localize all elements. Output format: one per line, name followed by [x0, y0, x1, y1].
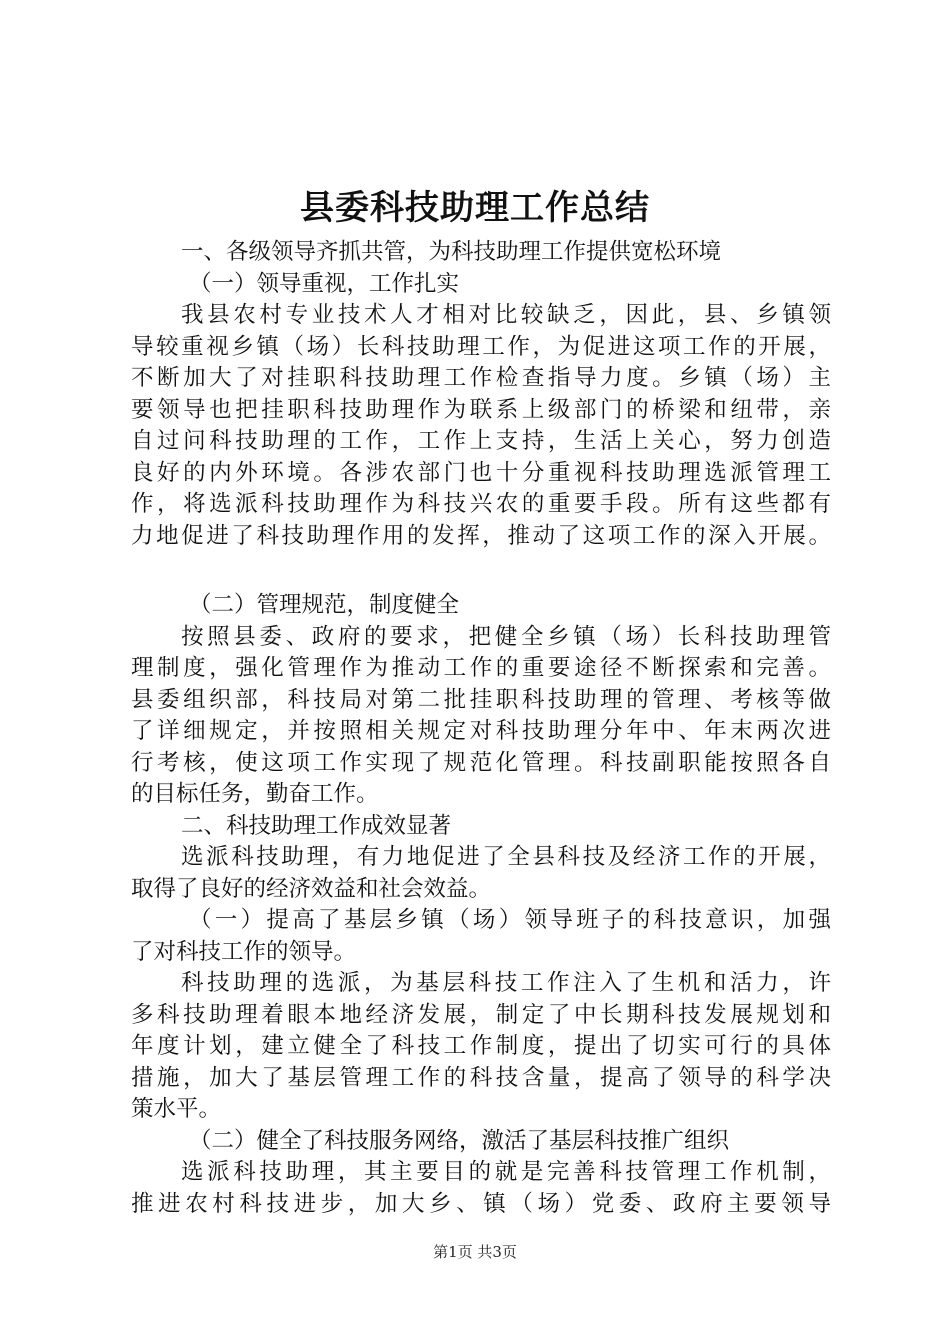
- text-line: 作，将选派科技助理作为科技兴农的重要手段。所有这些都有: [131, 491, 831, 517]
- paragraph-gap: [131, 552, 831, 590]
- text-line: 措施，加大了基层管理工作的科技含量，提高了领导的科学决: [131, 1064, 831, 1091]
- text-line: 策水平。: [131, 1096, 222, 1122]
- document-title: 县委科技助理工作总结: [300, 188, 650, 228]
- text-line: 一、各级领导齐抓共管，为科技助理工作提供宽松环境: [181, 239, 722, 265]
- text-line: 良好的内外环境。各涉农部门也十分重视科技助理选派管理工: [131, 459, 831, 486]
- text-line: 取得了良好的经济效益和社会效益。: [131, 875, 492, 902]
- text-line: 我县农村专业技术人才相对比较缺乏，因此，县、乡镇领: [181, 302, 831, 328]
- text-line: 年度计划，建立健全了科技工作制度，提出了切实可行的具体: [131, 1033, 831, 1059]
- text-line: 选派科技助理，有力地促进了全县科技及经济工作的开展，: [181, 844, 831, 870]
- text-line: 推进农村科技进步，加大乡、镇（场）党委、政府主要领导: [131, 1190, 831, 1217]
- text-line: 科技助理的选派，为基层科技工作注入了生机和活力，许: [181, 970, 831, 996]
- text-line: 县委组织部，科技局对第二批挂职科技助理的管理、考核等做: [131, 686, 831, 713]
- text-line: 了对科技工作的领导。: [131, 938, 357, 965]
- text-line: （二）健全了科技服务网络，激活了基层科技推广组织: [189, 1127, 730, 1154]
- text-line: 的目标任务，勤奋工作。: [131, 781, 379, 807]
- text-line: 不断加大了对挂职科技助理工作检查指导力度。乡镇（场）主: [131, 365, 831, 391]
- page-footer: 第1页 共3页: [433, 1243, 517, 1261]
- text-line: 行考核，使这项工作实现了规范化管理。科技副职能按照各自: [131, 749, 831, 776]
- text-line: （二）管理规范，制度健全: [189, 592, 460, 618]
- document-body: [131, 237, 831, 1220]
- text-line: 二、科技助理工作成效显著: [181, 812, 452, 839]
- text-line: 多科技助理着眼本地经济发展，制定了中长期科技发展规划和: [131, 1001, 831, 1028]
- text-line: 要领导也把挂职科技助理作为联系上级部门的桥梁和纽带，亲: [131, 396, 831, 423]
- text-line: 了详细规定，并按照相关规定对科技助理分年中、年末两次进: [131, 718, 831, 744]
- text-line: 自过问科技助理的工作，工作上支持，生活上关心，努力创造: [131, 428, 831, 454]
- text-line: （一）提高了基层乡镇（场）领导班子的科技意识，加强: [189, 907, 831, 933]
- text-line: 导较重视乡镇（场）长科技助理工作，为促进这项工作的开展，: [131, 333, 831, 360]
- text-line: （一）领导重视，工作扎实: [189, 270, 460, 297]
- text-line: 理制度，强化管理作为推动工作的重要途径不断探索和完善。: [131, 655, 831, 681]
- text-line: 力地促进了科技助理作用的发挥，推动了这项工作的深入开展。: [131, 522, 831, 549]
- text-line: 选派科技助理，其主要目的就是完善科技管理工作机制，: [181, 1159, 831, 1185]
- text-line: 按照县委、政府的要求，把健全乡镇（场）长科技助理管: [181, 623, 831, 650]
